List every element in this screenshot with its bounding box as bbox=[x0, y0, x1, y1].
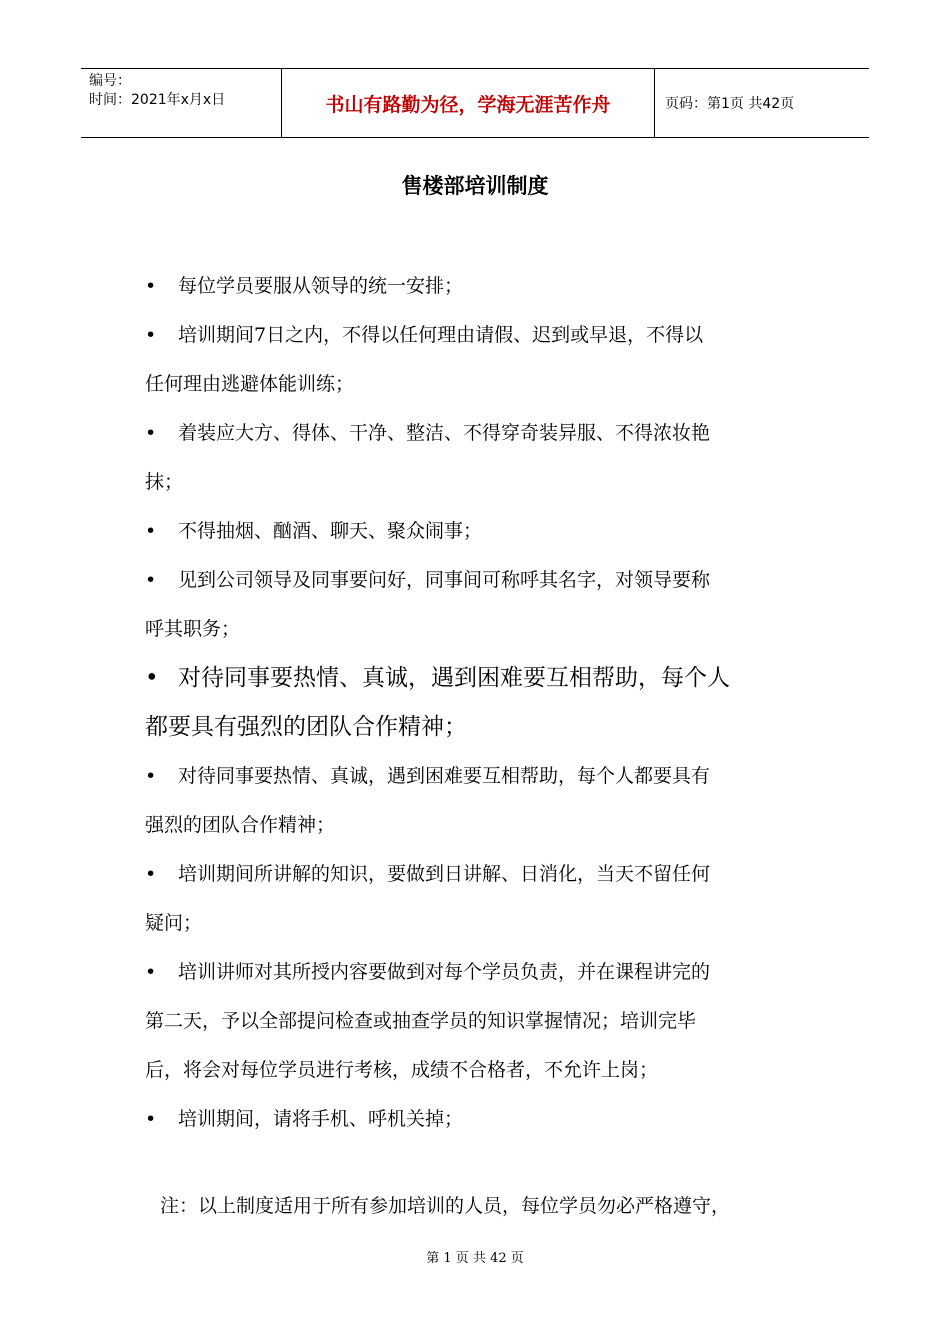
rule-text: 培训讲师对其所授内容要做到对每个学员负责，并在课程讲完的 bbox=[178, 961, 711, 983]
rule-text: 着装应大方、得体、干净、整洁、不得穿奇装异服、不得浓妆艳 bbox=[178, 422, 711, 444]
bullet: • bbox=[145, 665, 159, 691]
rule-text: 强烈的团队合作精神； bbox=[145, 814, 336, 836]
rule-item bbox=[145, 948, 810, 1095]
rule-text: 不得抽烟、酗酒、聊天、聚众闹事； bbox=[178, 520, 483, 542]
rule-text: 任何理由逃避体能训练； bbox=[145, 373, 355, 395]
doc-number-label: 编号： bbox=[89, 73, 131, 89]
bullet: • bbox=[145, 765, 157, 787]
bullet: • bbox=[145, 324, 157, 346]
header-page-label: 页码：第1页 共42页 bbox=[665, 96, 795, 112]
rules-list bbox=[145, 262, 810, 1144]
rule-item bbox=[145, 409, 810, 507]
rule-item bbox=[145, 262, 810, 311]
rule-item bbox=[145, 1095, 810, 1144]
rule-item bbox=[145, 556, 810, 654]
doc-time-label: 时间：2021年x月x日 bbox=[89, 92, 226, 108]
rule-text: 每位学员要服从领导的统一安排； bbox=[178, 275, 464, 297]
bullet: • bbox=[145, 520, 157, 542]
rule-item bbox=[145, 850, 810, 948]
page-footer: 第 1 页 共 42 页 bbox=[426, 1251, 524, 1266]
rule-text: 抹； bbox=[145, 471, 184, 493]
bullet: • bbox=[145, 1108, 157, 1130]
rule-item bbox=[145, 654, 810, 752]
note-paragraph: 注：以上制度适用于所有参加培训的人员，每位学员勿必严格遵守， bbox=[160, 1195, 731, 1217]
rule-text: 见到公司领导及同事要问好，同事间可称呼其名字，对领导要称 bbox=[178, 569, 711, 591]
rule-text: 对待同事要热情、真诚，遇到困难要互相帮助，每个人都要具有 bbox=[178, 765, 711, 787]
bullet: • bbox=[145, 422, 157, 444]
rule-text: 培训期间所讲解的知识，要做到日讲解、日消化，当天不留任何 bbox=[178, 863, 711, 885]
rule-text: 后，将会对每位学员进行考核，成绩不合格者，不允许上岗； bbox=[145, 1059, 659, 1081]
page-header bbox=[81, 68, 869, 138]
bullet: • bbox=[145, 961, 157, 983]
rule-text: 呼其职务； bbox=[145, 618, 241, 640]
header-meta bbox=[81, 69, 281, 137]
rule-text: 培训期间7日之内，不得以任何理由请假、迟到或早退，不得以 bbox=[178, 324, 704, 346]
rule-text: 都要具有强烈的团队合作精神； bbox=[145, 714, 467, 740]
bullet: • bbox=[145, 569, 157, 591]
rule-item bbox=[145, 311, 810, 409]
rule-text: 疑问； bbox=[145, 912, 203, 934]
rule-text: 培训期间，请将手机、呼机关掉； bbox=[178, 1108, 464, 1130]
bullet: • bbox=[145, 275, 157, 297]
header-motto: 书山有路勤为径，学海无涯苦作舟 bbox=[281, 69, 655, 137]
bullet: • bbox=[145, 863, 157, 885]
rule-text: 对待同事要热情、真诚，遇到困难要互相帮助，每个人 bbox=[178, 665, 730, 691]
rule-item bbox=[145, 507, 810, 556]
rule-text: 第二天，予以全部提问检查或抽查学员的知识掌握情况；培训完毕 bbox=[145, 1010, 697, 1032]
document-title: 售楼部培训制度 bbox=[401, 174, 549, 198]
rule-item bbox=[145, 752, 810, 850]
